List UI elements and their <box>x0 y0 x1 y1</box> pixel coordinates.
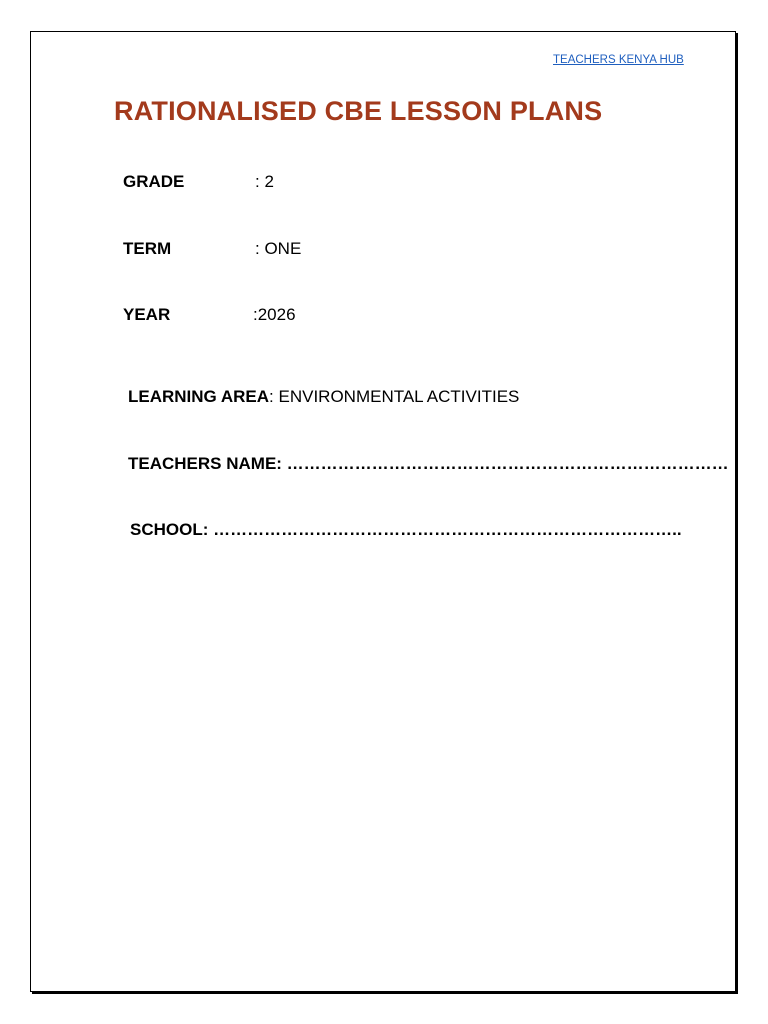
term-value: : ONE <box>255 239 302 258</box>
learning-area-label: LEARNING AREA <box>128 387 270 406</box>
learning-area-row <box>128 387 519 407</box>
school-blank: ……………………………………………………………………….. <box>213 520 682 539</box>
school-row <box>130 520 682 540</box>
year-value-row <box>253 305 296 325</box>
grade-value-row <box>255 172 274 192</box>
grade-label: GRADE <box>123 172 185 191</box>
school-label: SCHOOL: <box>130 520 214 539</box>
teachers-name-label: TEACHERS NAME: <box>128 454 287 473</box>
teachers-name-row <box>128 454 729 474</box>
learning-area-value: : ENVIRONMENTAL ACTIVITIES <box>269 387 520 406</box>
year-value: :2026 <box>253 305 296 324</box>
term-value-row <box>255 239 301 259</box>
term-label: TERM <box>123 239 172 258</box>
grade-value: : 2 <box>255 172 274 191</box>
page-title: RATIONALISED CBE LESSON PLANS <box>114 96 603 126</box>
year-label: YEAR <box>123 305 171 324</box>
teachers-kenya-hub-link[interactable]: TEACHERS KENYA HUB <box>553 54 684 66</box>
year-row <box>123 305 170 325</box>
teachers-name-blank: …………………………………………………………………… <box>286 454 729 473</box>
grade-row <box>123 172 184 192</box>
term-row <box>123 239 171 259</box>
